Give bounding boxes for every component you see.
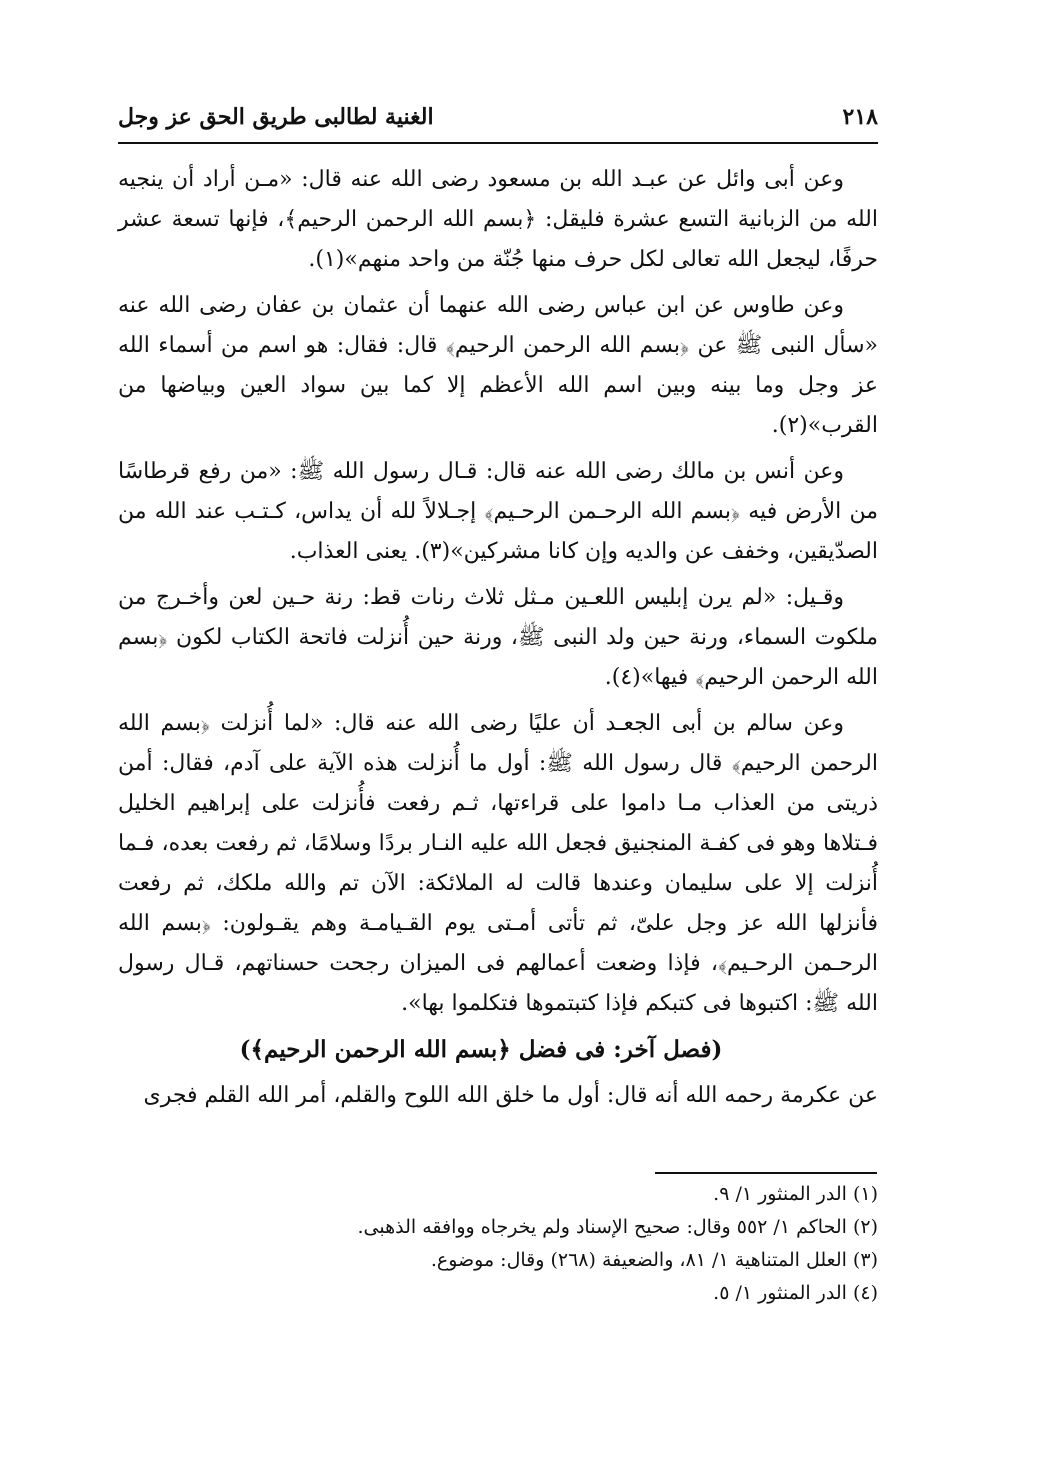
footnote-rule [655, 1172, 877, 1174]
page-number: ٢١٨ [842, 104, 878, 130]
paragraph: وعن طاوس عن ابن عباس رضى الله عنهما أن عثمان بن عفان رضى الله عنه «سأل النبى ﷺ عن ﴿بسم الله الرحمن الرحيم﴾ قال: فقال: هو اسم من أسماء الله عز وجل وما بينه وبين اسم الله الأعظم إلا كما بين سواد العين وبياضها من القرب»(٢). [118, 293, 878, 438]
paragraph: وعن سالم بن أبى الجعـد أن عليًا رضى الله عنه قال: «لما أُنزلت ﴿بسم الله الرحمن الرحيم﴾ قال رسول الله ﷺ: أول ما أُنزلت هذه الآية على آدم، فقال: أمن ذريتى من العذاب مـا داموا على قراءتها، ثـم رفعت فأُنزلت على إبراهيم الخليل فـتلاها وهو فى كفـة المنجنيق فجعل الله عليه النـار بردًا وسلامًا، ثم رفعت بعده، فـما أُنزلت إلا على سليمان وعندها قالت له الملائكة: الآن تم والله ملكك، ثم رفعت فأنزلها الله عز وجل علىّ، ثم تأتى أمـتى يوم القـيامـة وهم يقـولون: ﴿بسم الله الرحـمن الرحـيم﴾، فإذا وضعت أعمالهم فى الميزان رجحت حسناتهم، قـال رسول الله ﷺ: اكتبوها فى كتبكم فإذا كتبتموها فتكلموا بها». [118, 711, 878, 1016]
page-header [118, 104, 878, 140]
section-first-line: عن عكرمة رحمه الله أنه قال: أول ما خلق الله اللوح والقلم، أمر الله القلم فجرى [143, 1083, 878, 1108]
section-heading: (فصل آخر: فى فضل ﴿بسم الله الرحمن الرحيم﴾) [239, 1036, 723, 1063]
footnote-2: (٢) الحاكم ١/ ٥٥٢ وقال: صحيح الإسناد ولم يخرجاه ووافقه الذهبى. [357, 1216, 878, 1238]
footnote-4: (٤) الدر المنثور ١/ ٥. [713, 1282, 878, 1304]
main-text [118, 160, 878, 1122]
header-rule [118, 142, 878, 144]
footnote-1: (١) الدر المنثور ١/ ٩. [713, 1183, 878, 1205]
running-title: الغنية لطالبى طريق الحق عز وجل [118, 104, 434, 130]
footnote-3: (٣) العلل المتناهية ١/ ٨١، والضعيفة (٢٦٨) وقال: موضوع. [430, 1249, 878, 1271]
paragraph: وقـيل: «لم يرن إبليس اللعـين مـثل ثلاث رنات قط: رنة حـين لعن وأخـرج من ملكوت السماء، ورنة حين ولد النبى ﷺ، ورنة حين أُنزلت فاتحة الكتاب لكون ﴿بسم الله الرحمن الرحيم﴾ فيها»(٤). [118, 585, 878, 690]
paragraph: وعن أنس بن مالك رضى الله عنه قال: قـال رسول الله ﷺ: «من رفع قرطاسًا من الأرض فيه ﴿بسم الله الرحـمن الرحـيم﴾ إجـلالاً لله أن يداس، كـتـب عند الله من الصدّيقين، وخفف عن والديه وإن كانا مشركين»(٣). يعنى العذاب. [118, 459, 878, 564]
paragraph: وعن أبى وائل عن عبـد الله بن مسعود رضى الله عنه قال: «مـن أراد أن ينجيه الله من الزبانية التسع عشرة فليقل: ﴿بسم الله الرحمن الرحيم﴾، فإنها تسعة عشر حرفًا، ليجعل الله تعالى لكل حرف منها جُنّة من واحد منهم»(١). [118, 167, 878, 272]
